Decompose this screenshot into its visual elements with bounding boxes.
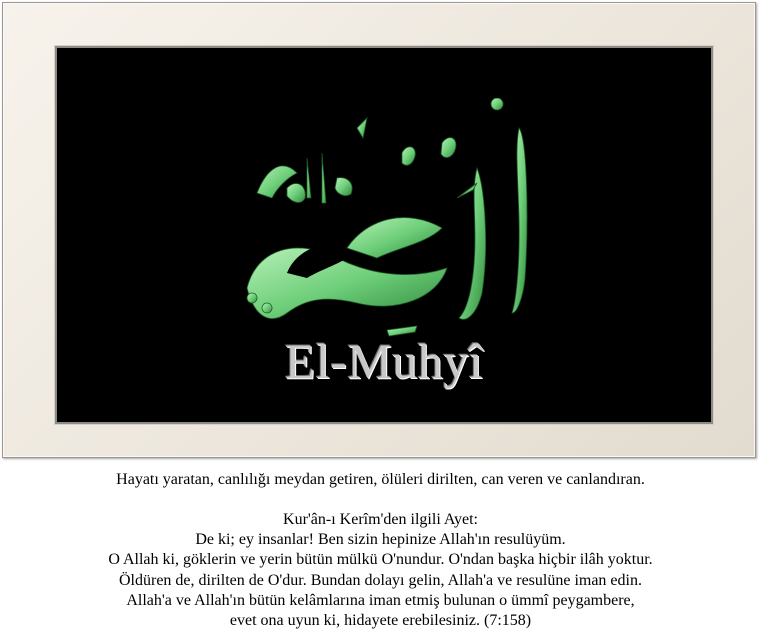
arabic-calligraphy-image xyxy=(227,98,557,368)
name-latin: El-Muhyî xyxy=(284,333,484,389)
picture-frame xyxy=(2,2,756,458)
verse-line: De ki; ey insanlar! Ben sizin hepinize Allah'ın resulüyüm. xyxy=(195,531,566,549)
meaning-text: Hayatı yaratan, canlılığı meydan getiren, ölüleri dirilten, can veren ve canlandıran. xyxy=(116,471,645,488)
verse-line: Allah'a ve Allah'ın bütün kelâmlarına iman etmiş bulunan o ümmî peygambere, xyxy=(126,591,635,609)
black-panel xyxy=(55,46,713,424)
verse-heading: Kur'ân-ı Kerîm'den ilgili Ayet: xyxy=(283,511,478,528)
verse-block xyxy=(0,510,761,631)
verse-line: O Allah ki, göklerin ve yerin bütün mülkü O'nundur. O'ndan başka hiçbir ilâh yoktur. xyxy=(108,551,653,569)
verse-line: Öldüren de, dirilten de O'dur. Bundan dolayı gelin, Allah'a ve resulüne iman edin. xyxy=(119,571,642,589)
verse-line: evet ona uyun ki, hidayete erebilesiniz. (7:158) xyxy=(229,612,532,630)
